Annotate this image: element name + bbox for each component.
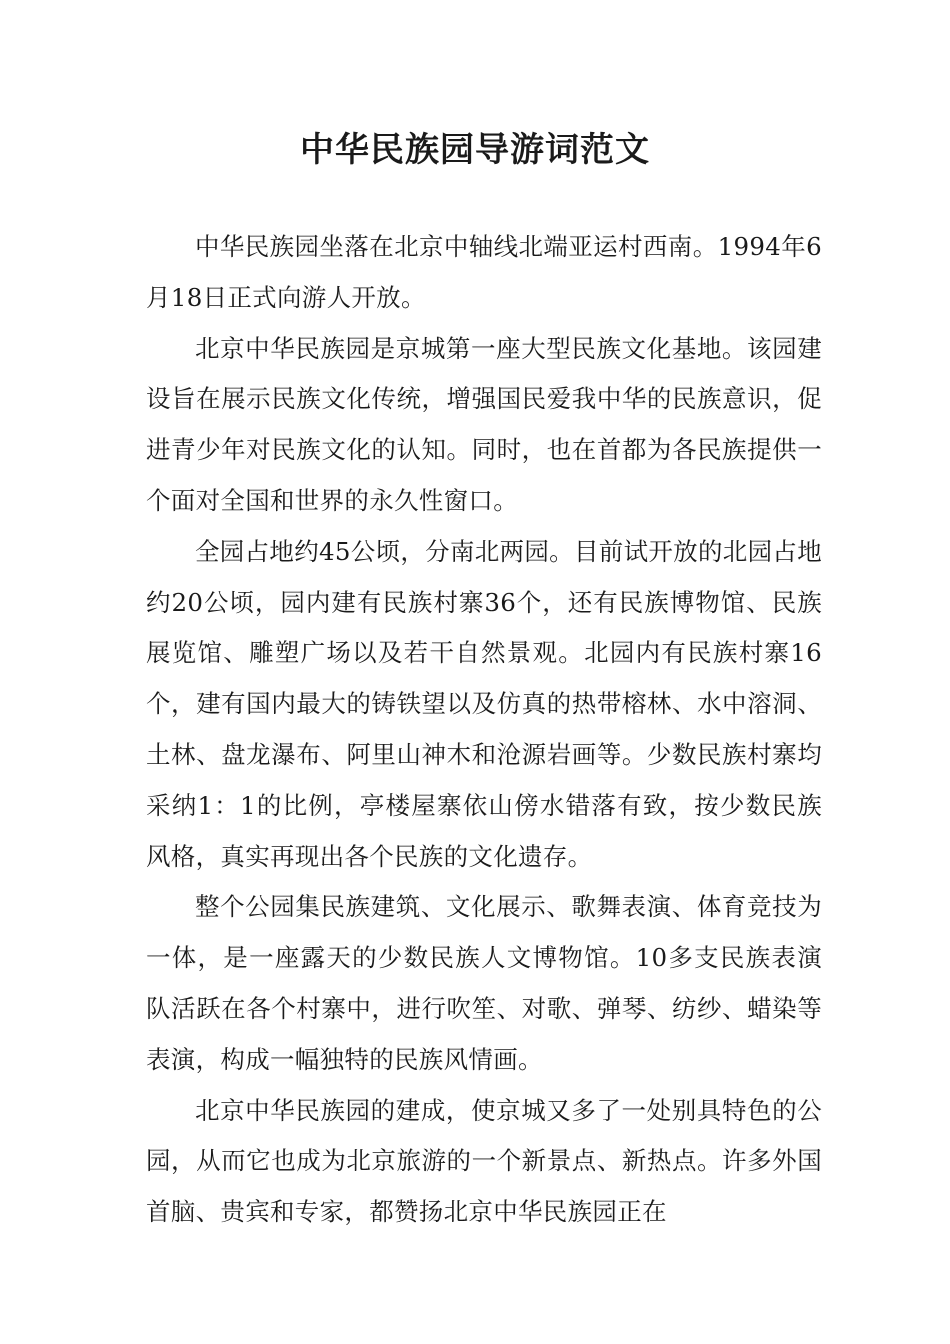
paragraph-1: 中华民族园坐落在北京中轴线北端亚运村西南。1994年6月18日正式向游人开放。 bbox=[146, 232, 822, 312]
paragraph-2: 北京中华民族园是京城第一座大型民族文化基地。该园建设旨在展示民族文化传统，增强国民爱我中华的民族意识，促进青少年对民族文化的认知。同时，也在首都为各民族提供一个面对全国和世界的永久性窗口。 bbox=[146, 333, 822, 515]
paragraph-3: 全园占地约45公顷，分南北两园。目前试开放的北园占地约20公顷，园内建有民族村寨36个，还有民族博物馆、民族展览馆、雕塑广场以及若干自然景观。北园内有民族村寨16个，建有国内最大的铸铁望以及仿真的热带榕林、水中溶洞、土林、盘龙瀑布、阿里山神木和沧源岩画等。少数民族村寨均采纳1：1的比例，亭楼屋寨依山傍水错落有致，按少数民族风格，真实再现出各个民族的文化遗存。 bbox=[146, 536, 822, 871]
paragraph-5: 北京中华民族园的建成，使京城又多了一处别具特色的公园，从而它也成为北京旅游的一个新景点、新热点。许多外国首脑、贵宾和专家，都赞扬北京中华民族园正在 bbox=[146, 1095, 822, 1227]
document-title: 中华民族园导游词范文 bbox=[300, 130, 650, 170]
paragraph-4: 整个公园集民族建筑、文化展示、歌舞表演、体育竞技为一体，是一座露天的少数民族人文博物馆。10多支民族表演队活跃在各个村寨中，进行吹笙、对歌、弹琴、纺纱、蜡染等表演，构成一幅独特的民族风情画。 bbox=[146, 892, 822, 1074]
document-body bbox=[146, 222, 822, 1238]
